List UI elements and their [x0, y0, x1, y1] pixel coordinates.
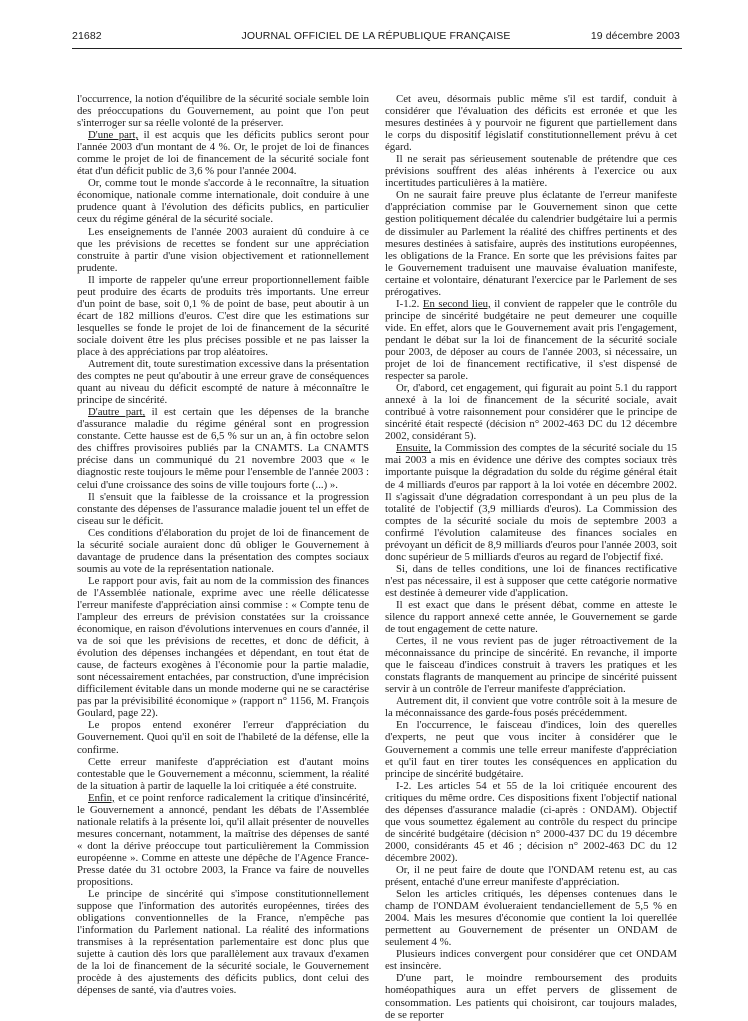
paragraph — [77, 177, 369, 225]
paragraph — [77, 792, 369, 888]
paragraph — [385, 888, 677, 948]
paragraph-text: Le principe de sincérité qui s'impose constitutionnellement suppose que l'information des autorités européennes, tirées des obligations conventionnelles de la France, n'empêche pas l'information du Parlement national. La réalité des informations transmises à la représentation parlementaire est donc plus que sujette à caution dès lors que parallèlement aux travaux d'examen de la loi de financement de la sécurité sociale, le Gouvernement procède à des ajustements des déficits publics, dont celui des dépenses de santé, via d'autres voies. — [77, 888, 369, 997]
paragraph — [385, 864, 677, 888]
paragraph — [77, 491, 369, 527]
paragraph-text: Or, il ne peut faire de doute que l'ONDAM retenu est, au cas présent, entaché d'une erreur manifeste d'appréciation. — [385, 864, 677, 889]
paragraph — [77, 575, 369, 720]
paragraph-text: Le rapport pour avis, fait au nom de la commission des finances de l'Assemblée nationale, exprime avec une réelle délicatesse l'erreur manifeste d'appréciation ainsi commise : « Compte tenu de l'ampleur des erreurs de prévision constatées sur la croissance économique, en raison d'évolutions intervenues en cours d'année, il va de soi que les prévisions de recettes, et donc de déficit, à évolution des dépenses inchangées et dépendant, en tout état de cause, de facteurs exogènes à l'économie pour la partie maladie, sont nécessairement entachées, par construction, d'une imprécision difficilement évitable dans un monde moderne qui ne se caractérise pas par la prévisibilité économique » (rapport n° 1156, M. François Goulard, page 22). — [77, 574, 369, 720]
page-header — [72, 30, 680, 46]
paragraph-text: Il est exact que dans le présent débat, comme en atteste le silence du rapport annexé cette année, le Gouvernement se garde de tout engagement de cette nature. — [385, 598, 677, 636]
paragraph — [385, 635, 677, 695]
paragraph — [77, 719, 369, 755]
paragraph-text: il est certain que les dépenses de la branche d'assurance maladie du régime général sont en progression constante. Cette hausse est de 6,5 % sur un an, à fin octobre selon des chiffres provisoires publiés par la CNAMTS. La CNAMTS précise dans un communiqué du 21 novembre 2003 que « le diagnostic reste toujours le même pour l'ensemble de l'année 2003 : celui d'une croissance des soins de ville toujours forte (...) ». — [77, 406, 369, 491]
paragraph-text: I-2. Les articles 54 et 55 de la loi critiquée encourent des critiques du même ordre. Ces dispositions fixent l'objectif national des dépenses d'assurance maladie (ci-après : ONDAM). Objectif que vous soumettez également au contrôle du respect du principe de sincérité budgétaire (décision n° 2000-437 DC du 19 décembre 2000, considérants 45 et 46 ; décision n° 2002-463 DC du 12 décembre 2002). — [385, 779, 677, 864]
paragraph-text: Autrement dit, il convient que votre contrôle soit à la mesure de la méconnaissance des garde-fous posés précédemment. — [385, 695, 677, 720]
paragraph — [385, 719, 677, 779]
underlined-lead: En second lieu, — [422, 297, 491, 310]
paragraph-text: Cette erreur manifeste d'appréciation est d'autant moins contestable que le Gouvernement a méconnu, sciemment, la réalité de la situation à partir de laquelle la loi critiquée a été construite. — [77, 755, 369, 792]
paragraph — [385, 442, 677, 562]
paragraph — [385, 695, 677, 719]
paragraph-text: l'occurrence, la notion d'équilibre de la sécurité sociale semble loin des préoccupations du Gouvernement, au point que l'on peut s'interroger sur sa réelle volonté de la préserver. — [77, 93, 369, 130]
paragraph — [77, 358, 369, 406]
paragraph-text: Autrement dit, toute surestimation excessive dans la présentation des comptes ne peut qu'aboutir à une erreur grave de conséquences quant au niveau du déficit escompté de nature à méconnaître le principe de sincérité. — [77, 358, 369, 407]
paragraph-text: Or, d'abord, cet engagement, qui figurait au point 5.1 du rapport annexé à la loi de financement de la sécurité sociale, avait contribué à votre raisonnement pour considérer que le principe de sincérité était respecté (décision n° 2002-463 DC du 12 décembre 2002, considérant 5). — [385, 382, 677, 443]
paragraph — [385, 948, 677, 972]
paragraph-text: Il importe de rappeler qu'une erreur proportionnellement faible peut produire des écarts de produits très importants. Une erreur d'un point de base, soit 0,1 % de point de base, peut aboutir à un écart de 182 millions d'euros. C'est dire que les estimations sur lesquelles se fonde le projet de loi de financement de la sécurité sociale doivent être les plus précises possible et ne pas laisser la place à des appréciations par trop aléatoires. — [77, 273, 369, 358]
paragraph — [77, 888, 369, 996]
paragraph-text: il convient de rappeler que le contrôle du principe de sincérité budgétaire ne peut demeurer une coquille vide. En effet, alors que le Gouvernement avait pris l'engagement, pendant le débat sur la loi de financement de la sécurité sociale pour 2003, de déposer au cours de l'année 2003, si nécessaire, un projet de loi de financement rectificative, il s'est dispensé de respecter sa parole. — [385, 297, 677, 383]
paragraph — [385, 153, 677, 189]
paragraph-text: D'une part, le moindre remboursement des produits homéopathiques aura un effet pervers de glissement de consommation. Les patients qui choisiront, car toujours malades, de se reporter — [385, 972, 677, 1021]
paragraph — [77, 406, 369, 490]
paragraph-text: Les enseignements de l'année 2003 auraient dû conduire à ce que les prévisions de recettes se fondent sur une appréciation construite à partir d'une vision objectivement et rationnellement prudente. — [77, 225, 369, 274]
underlined-lead: Ensuite, — [396, 442, 432, 455]
paragraph — [385, 298, 677, 382]
paragraph — [385, 189, 677, 297]
underlined-lead: D'une part, — [88, 129, 139, 142]
paragraph — [385, 780, 677, 864]
paragraph — [385, 599, 677, 635]
paragraph-text: Plusieurs indices convergent pour considérer que cet ONDAM est insincère. — [385, 948, 677, 973]
page-number: 21682 — [72, 30, 102, 42]
paragraph — [385, 563, 677, 599]
paragraph-text: la Commission des comptes de la sécurité sociale du 15 mai 2003 a mis en évidence une dérive des comptes sociaux très importante puisque la dégradation du solde du régime général était de 4 milliards d'euros par rapport à la loi votée en décembre 2002. Il s'agissait d'une dégradation correspondant à un peu plus de la totalité de l'objectif (3,9 milliards d'euros). La Commission des comptes de la sécurité sociale du mois de septembre 2003 a confirmé l'évolution calamiteuse des finances sociales en prévoyant un déficit de 8,9 milliards d'euros pour l'année 2003, soit donc supérieur de 5 milliards d'euros au regard de l'objectif fixé. — [385, 442, 677, 563]
paragraph-text: Il ne serait pas sérieusement soutenable de prétendre que ces prévisions souffrent des aléas inhérents à l'exercice ou aux incertitudes particulières à la matière. — [385, 153, 677, 190]
section-number: I-1.2. — [396, 297, 423, 310]
underlined-lead: Enfin, — [88, 791, 115, 804]
paragraph-text: il est acquis que les déficits publics seront pour l'année 2003 d'un montant de 4 %. Or, le projet de loi de finances comme le projet de loi de financement de la sécurité sociale font état d'un déficit public de 3,6 % pour l'année 2004. — [77, 129, 369, 178]
paragraph — [385, 93, 677, 153]
paragraph — [385, 972, 677, 1020]
paragraph — [77, 129, 369, 177]
paragraph-text: Il s'ensuit que la faiblesse de la croissance et la progression constante des dépenses de l'assurance maladie jouent tel un effet de ciseau sur le déficit. — [77, 490, 369, 527]
left-text-column — [77, 93, 369, 997]
paragraph — [385, 382, 677, 442]
journal-title: JOURNAL OFFICIEL DE LA RÉPUBLIQUE FRANÇAISE — [241, 30, 511, 42]
publication-date: 19 décembre 2003 — [590, 30, 680, 42]
underlined-lead: D'autre part, — [88, 406, 146, 419]
paragraph-text: En l'occurrence, le faisceau d'indices, loin des querelles d'experts, ne peut que vous inciter à considérer que le Gouvernement a commis une telle erreur manifeste d'appréciation et qu'il faut en tirer toutes les conséquences en application du principe de sincérité budgétaire. — [385, 719, 677, 780]
paragraph-text: Ces conditions d'élaboration du projet de loi de financement de la sécurité sociale auraient donc dû obliger le Gouvernement à davantage de prudence dans la présentation des comptes sociaux soumis au vote de la représentation nationale. — [77, 526, 369, 575]
paragraph — [77, 756, 369, 792]
header-rule — [72, 48, 682, 49]
paragraph-text: Or, comme tout le monde s'accorde à le reconnaître, la situation économique, nationale comme internationale, doit conduire à une prudence quant à l'évolution des déficits publics, en particulier ceux du régime général de la sécurité sociale. — [77, 177, 369, 226]
paragraph — [77, 527, 369, 575]
paragraph-text: Certes, il ne vous revient pas de juger rétroactivement de la méconnaissance du principe de sincérité. En revanche, il importe que le faisceau d'indices construit à travers les pratiques et les constats flagrants de manquement au principe de sincérité puissent servir à un contrôle de l'erreur manifeste d'appréciation. — [385, 635, 677, 696]
paragraph — [77, 274, 369, 358]
paragraph — [77, 226, 369, 274]
paragraph-text: Cet aveu, désormais public même s'il est tardif, conduit à considérer que l'évaluation des déficits est erronée et que les mesures destinées à y pourvoir ne figurent que partiellement dans le corps du dispositif législatif constitutionnellement prévu à cet égard. — [385, 93, 677, 154]
paragraph-text: Selon les articles critiqués, les dépenses contenues dans le champ de l'ONDAM évolueraient tendanciellement de 5,5 % en 2004. Mais les mesures d'économie que contient la loi querellée permettent au Gouvernement de présenter un ONDAM de seulement 4 %. — [385, 888, 677, 949]
paragraph-text: Si, dans de telles conditions, une loi de finances rectificative n'est pas nécessaire, il est à supposer que cette catégorie normative est destinée à demeurer vide d'application. — [385, 562, 677, 599]
paragraph-text: On ne saurait faire preuve plus éclatante de l'erreur manifeste d'appréciation commise par le Gouvernement sinon que cette gestion politiquement décalée du calendrier budgétaire lui a permis de dissimuler au Parlement la réalité des chiffres pertinents et des mesures destinées à satisfaire, auprès des institutions européennes, les obligations de la France. En sorte que les prévisions faites par le Gouvernement traduisent une mauvaise évaluation manifeste, certaine et volontaire, dénaturant l'exercice par le Parlement de ses prérogatives. — [385, 189, 677, 298]
paragraph-text: Le propos entend exonérer l'erreur d'appréciation du Gouvernement. Quoi qu'il en soit de l'habileté de la défense, elle la confirme. — [77, 719, 369, 756]
paragraph — [77, 93, 369, 129]
right-text-column — [385, 93, 677, 1021]
paragraph-text: et ce point renforce radicalement la critique d'insincérité, le Gouvernement a annoncé, pendant les débats de l'Assemblée nationale relatifs à la présente loi, qu'il allait présenter de nouvelles mesures concernant, notamment, la maîtrise des dépenses de santé « dont la dérive préoccupe tout particulièrement la Commission européenne ». Comme en atteste une dépêche de l'Agence France-Presse datée du 31 octobre 2003, la France va faire de nouvelles propositions. — [77, 791, 369, 889]
